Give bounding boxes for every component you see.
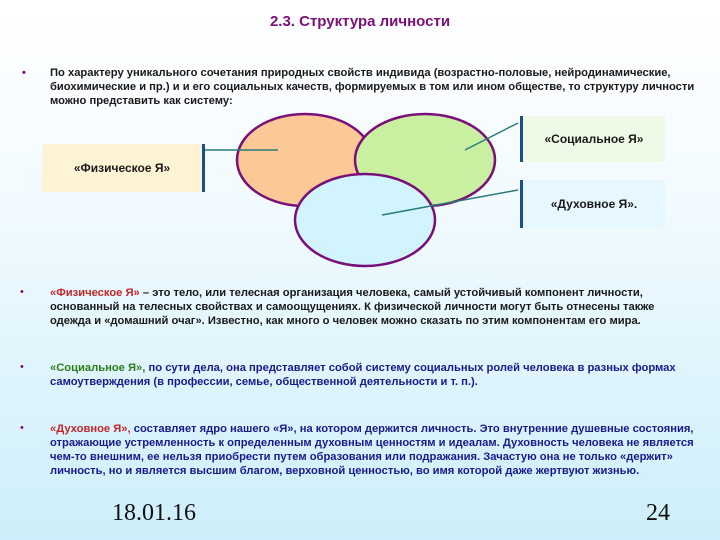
- physical-self-label: «Физическое Я»: [73, 161, 171, 175]
- term-social: «Социальное Я»,: [50, 362, 146, 374]
- bullet-icon: •: [20, 422, 24, 434]
- social-self-label: «Социальное Я»: [544, 132, 644, 146]
- spiritual-self-box: [520, 180, 665, 228]
- paragraph-spiritual: [50, 422, 695, 478]
- spiritual-circle: [295, 174, 435, 266]
- spiritual-self-label: «Духовное Я».: [550, 197, 638, 211]
- bullet-icon: •: [20, 361, 24, 373]
- paragraph-physical: [50, 286, 695, 328]
- paragraph-social: [50, 361, 695, 389]
- bullet-icon: •: [22, 67, 26, 79]
- term-physical: «Физическое Я»: [50, 287, 140, 299]
- page-number: 24: [646, 500, 670, 526]
- footer-date: 18.01.16: [112, 500, 196, 526]
- term-spiritual: «Духовное Я»,: [50, 423, 131, 435]
- social-self-box: [520, 116, 665, 162]
- slide-title: 2.3. Структура личности: [269, 13, 451, 30]
- paragraph-social-text: по сути дела, она представляет собой систему социальных ролей человека в разных формах самоутверждения (в профессии, семье, общественной деятельности и т. п.).: [50, 362, 676, 388]
- physical-self-box: [42, 144, 205, 192]
- paragraph-spiritual-text: составляет ядро нашего «Я», на котором держится личность. Это внутренние душевные состояния, отражающие устремленность к определенным духовным ценностям и идеалам. Духовность человека не является чем-то внешним, ее нельзя приобрести путем образования или подражания. Зачастую она не только «держит» личность, но и является высшим благом, верховной ценностью, во имя которой даже жертвуют жизнью.: [50, 423, 694, 477]
- paragraph-physical-text: – это тело, или телесная организация человека, самый устойчивый компонент личности, основанный на телесных свойствах и самоощущениях. К физической личности могут быть отнесены также одежда и «домашний очаг». Известно, как много о человек можно сказать по этим компонентам его мира.: [50, 287, 655, 327]
- intro-text: По характеру уникального сочетания природных свойств индивида (возрастно-половые, нейродинамические, биохимические и пр.) и и его социальных качеств, формируемых в том или ином обществе, то структуру личности можно представить как систему:: [50, 67, 695, 107]
- bullet-icon: •: [20, 286, 24, 298]
